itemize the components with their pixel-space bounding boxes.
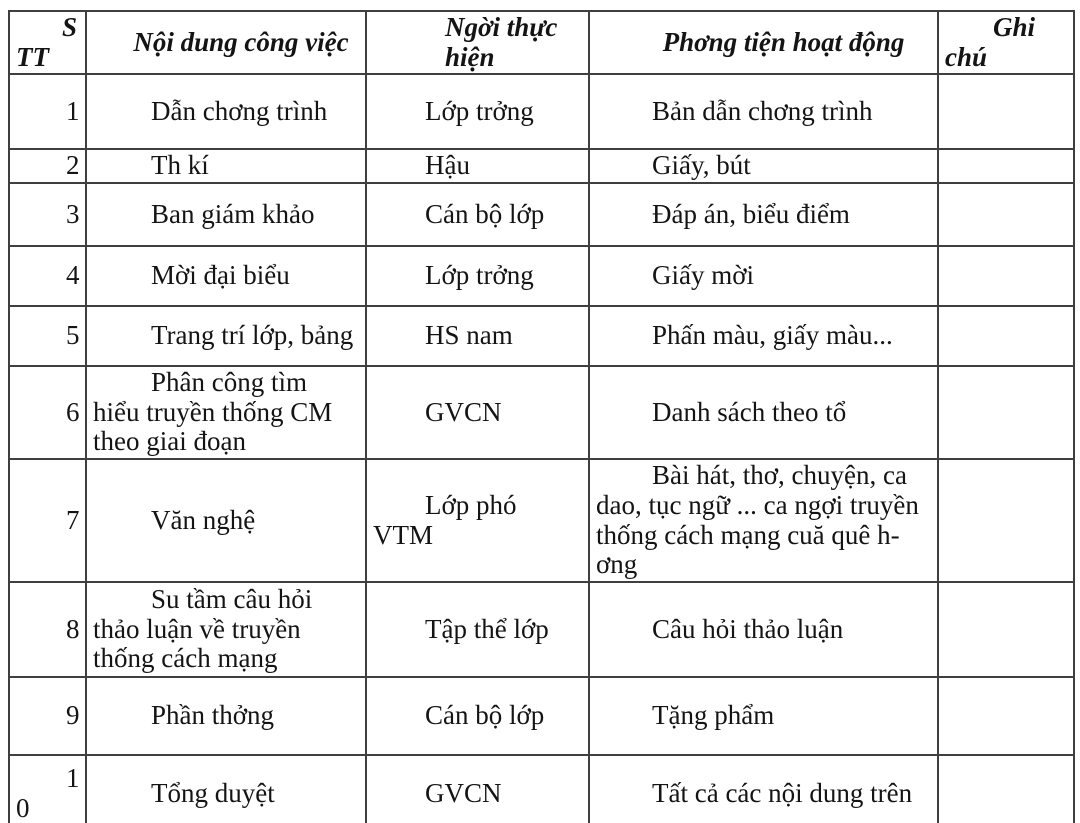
stt-cell: 6 xyxy=(9,366,86,459)
table-row xyxy=(9,459,1074,582)
stt-cell: 4 xyxy=(9,246,86,306)
noi-dung-cell: Su tầm câu hỏi thảo luận về truyền thống cách mạng xyxy=(86,582,366,677)
noi-dung-cell: Mời đại biểu xyxy=(86,246,366,306)
table-row xyxy=(9,755,1074,823)
stt-cell: 7 xyxy=(9,459,86,582)
header-noi-dung: Nội dung công việc xyxy=(86,11,366,74)
nguoi-cell: HS nam xyxy=(366,306,589,366)
table-row xyxy=(9,246,1074,306)
ghi-chu-cell xyxy=(938,246,1074,306)
ghi-chu-cell xyxy=(938,149,1074,183)
table-row xyxy=(9,582,1074,677)
phuong-tien-cell: Câu hỏi thảo luận xyxy=(589,582,938,677)
table-row xyxy=(9,677,1074,755)
noi-dung-cell: Ban giám khảo xyxy=(86,183,366,246)
phuong-tien-cell: Bài hát, thơ, chuyện, ca dao, tục ngữ ... ca ngợi truyền thống cách mạng cuă quê h-ơng xyxy=(589,459,938,582)
phuong-tien-cell: Danh sách theo tổ xyxy=(589,366,938,459)
noi-dung-cell: Trang trí lớp, bảng xyxy=(86,306,366,366)
ghi-chu-cell xyxy=(938,366,1074,459)
nguoi-cell: Tập thể lớp xyxy=(366,582,589,677)
nguoi-cell: Cán bộ lớp xyxy=(366,183,589,246)
phuong-tien-cell: Phấn màu, giấy màu... xyxy=(589,306,938,366)
phuong-tien-cell: Giấy mời xyxy=(589,246,938,306)
stt-cell: 2 xyxy=(9,149,86,183)
table-header-row xyxy=(9,11,1074,74)
header-stt: S TT xyxy=(9,11,86,74)
table-row xyxy=(9,306,1074,366)
phuong-tien-cell: Bản dẫn chơng trình xyxy=(589,74,938,149)
table-row xyxy=(9,74,1074,149)
stt-cell: 10 xyxy=(9,755,86,823)
phuong-tien-cell: Tất cả các nội dung trên xyxy=(589,755,938,823)
ghi-chu-cell xyxy=(938,306,1074,366)
activity-plan-table xyxy=(8,10,1075,823)
nguoi-cell: Lớp trởng xyxy=(366,74,589,149)
phuong-tien-cell: Tặng phẩm xyxy=(589,677,938,755)
noi-dung-cell: Th kí xyxy=(86,149,366,183)
ghi-chu-cell xyxy=(938,183,1074,246)
stt-cell: 8 xyxy=(9,582,86,677)
header-phuong-tien: Phơng tiện hoạt động xyxy=(589,11,938,74)
stt-cell: 5 xyxy=(9,306,86,366)
header-nguoi-thuc-hien: Ngời thực hiện xyxy=(366,11,589,74)
nguoi-cell: GVCN xyxy=(366,366,589,459)
ghi-chu-cell xyxy=(938,74,1074,149)
noi-dung-cell: Văn nghệ xyxy=(86,459,366,582)
ghi-chu-cell xyxy=(938,582,1074,677)
nguoi-cell: Lớp trởng xyxy=(366,246,589,306)
ghi-chu-cell xyxy=(938,755,1074,823)
noi-dung-cell: Tổng duyệt xyxy=(86,755,366,823)
nguoi-cell: Hậu xyxy=(366,149,589,183)
header-ghi-chu: Ghi chú xyxy=(938,11,1074,74)
stt-cell: 9 xyxy=(9,677,86,755)
stt-cell: 1 xyxy=(9,74,86,149)
nguoi-cell: GVCN xyxy=(366,755,589,823)
stt-cell: 3 xyxy=(9,183,86,246)
nguoi-cell: Lớp phó VTM xyxy=(366,459,589,582)
ghi-chu-cell xyxy=(938,459,1074,582)
phuong-tien-cell: Đáp án, biểu điểm xyxy=(589,183,938,246)
nguoi-cell: Cán bộ lớp xyxy=(366,677,589,755)
table-row xyxy=(9,149,1074,183)
noi-dung-cell: Phân công tìm hiểu truyền thống CM theo giai đoạn xyxy=(86,366,366,459)
ghi-chu-cell xyxy=(938,677,1074,755)
noi-dung-cell: Dẫn chơng trình xyxy=(86,74,366,149)
noi-dung-cell: Phần thởng xyxy=(86,677,366,755)
phuong-tien-cell: Giấy, bút xyxy=(589,149,938,183)
table-row xyxy=(9,183,1074,246)
table-row xyxy=(9,366,1074,459)
